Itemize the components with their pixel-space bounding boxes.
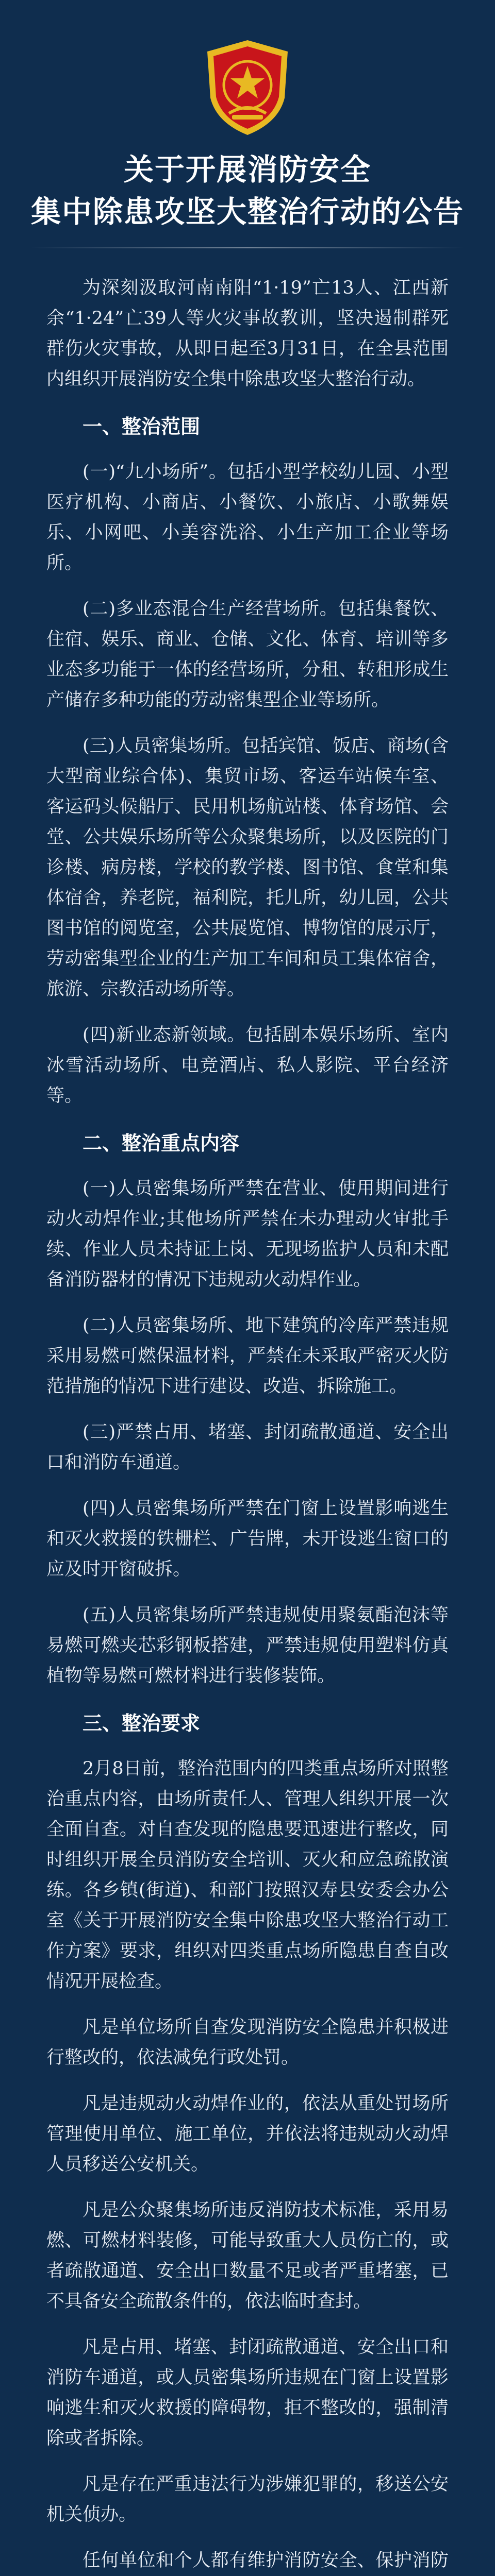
key-content-item-3: (三)严禁占用、堵塞、封闭疏散通道、安全出口和消防车通道。: [46, 1422, 449, 1473]
requirement-paragraph-4: 凡是公众聚集场所违反消防技术标准，采用易燃、可燃材料装修，可能导致重大人员伤亡的，或者疏散通道、安全出口数量不足或者严重堵塞，已不具备安全疏散条件的，依法临时查封。: [46, 2200, 449, 2312]
key-content-item-5: (五)人员密集场所严禁违规使用聚氨酯泡沫等易燃可燃夹芯彩钢板搭建，严禁违规使用塑料仿真植物等易燃可燃材料进行装修装饰。: [46, 1605, 449, 1686]
fire-rescue-emblem-icon: [196, 36, 299, 139]
requirement-paragraph-1: 2月8日前，整治范围内的四类重点场所对照整治重点内容，由场所责任人、管理人组织开展一次全面自查。对自查发现的隐患要迅速进行整改，同时组织开展全员消防安全培训、灭火和应急疏散演练。各乡镇(街道)、和部门按照汉寿县安委会办公室《关于开展消防安全集中除患攻坚大整治行动工作方案》要求，组织对四类重点场所隐患自查自改情况开展检查。: [46, 1758, 449, 1992]
requirement-paragraph-2: 凡是单位场所自查发现消防安全隐患并积极进行整改的，依法减免行政处罚。: [46, 2017, 449, 2068]
scope-item-3: (三)人员密集场所。包括宾馆、饭店、商场(含大型商业综合体)、集贸市场、客运车站候车室、客运码头候船厅、民用机场航站楼、体育场馆、会堂、公共娱乐场所等公众聚集场所，以及医院的门诊楼、病房楼，学校的教学楼、图书馆、食堂和集体宿舍，养老院，福利院，托儿所，幼儿园，公共图书馆的阅览室，公共展览馆、博物馆的展示厅，劳动密集型企业的生产加工车间和员工集体宿舍，旅游、宗教活动场所等。: [46, 736, 449, 999]
section-heading-requirements: 三、整治要求: [82, 1711, 201, 1735]
requirement-paragraph-7: 任何单位和个人都有维护消防安全、保护消防: [82, 2550, 449, 2571]
announcement-title-line2: 集中除患攻坚大整治行动的公告: [30, 194, 464, 229]
announcement-body: [46, 273, 449, 2576]
section-heading-scope: 一、整治范围: [82, 415, 201, 438]
key-content-item-4: (四)人员密集场所严禁在门窗上设置影响逃生和灭火救援的铁栅栏、广告牌，未开设逃生窗口的应及时开窗破拆。: [46, 1498, 449, 1580]
requirement-paragraph-5: 凡是占用、堵塞、封闭疏散通道、安全出口和消防车通道，或人员密集场所违规在门窗上设置影响逃生和灭火救援的障碍物，拒不整改的，强制清除或者拆除。: [46, 2337, 449, 2449]
scope-item-1: (一)“九小场所”。包括小型学校幼儿园、小型医疗机构、小商店、小餐饮、小旅店、小歌舞娱乐、小网吧、小美容洗浴、小生产加工企业等场所。: [46, 462, 449, 573]
section-heading-key-content: 二、整治重点内容: [82, 1131, 240, 1155]
key-content-item-1: (一)人员密集场所严禁在营业、使用期间进行动火动焊作业;其他场所严禁在未办理动火审批手续、作业人员未持证上岗、无现场监护人员和未配备消防器材的情况下违规动火动焊作业。: [46, 1178, 449, 1290]
intro-paragraph: 为深刻汲取河南南阳“1·19”亡13人、江西新余“1·24”亡39人等火灾事故教训，坚决遏制群死群伤火灾事故，从即日起至3月31日，在全县范围内组织开展消防安全集中除患攻坚大整治行动。: [46, 278, 449, 389]
requirement-paragraph-6: 凡是存在严重违法行为涉嫌犯罪的，移送公安机关侦办。: [46, 2474, 449, 2525]
key-content-item-2: (二)人员密集场所、地下建筑的冷库严禁违规采用易燃可燃保温材料，严禁在未采取严密灭火防范措施的情况下进行建设、改造、拆除施工。: [46, 1315, 449, 1397]
scope-item-2: (二)多业态混合生产经营场所。包括集餐饮、住宿、娱乐、商业、仓储、文化、体育、培训等多业态多功能于一体的经营场所，分租、转租形成生产储存多种功能的劳动密集型企业等场所。: [46, 599, 449, 710]
scope-item-4: (四)新业态新领域。包括剧本娱乐场所、室内冰雪活动场所、电竞酒店、私人影院、平台经济等。: [46, 1025, 449, 1106]
header-divider: [31, 247, 464, 248]
announcement-title-line1: 关于开展消防安全: [123, 152, 371, 187]
requirement-paragraph-3: 凡是违规动火动焊作业的，依法从重处罚场所管理使用单位、施工单位，并依法将违规动火动焊人员移送公安机关。: [46, 2093, 449, 2175]
announcement-header: [0, 0, 495, 268]
